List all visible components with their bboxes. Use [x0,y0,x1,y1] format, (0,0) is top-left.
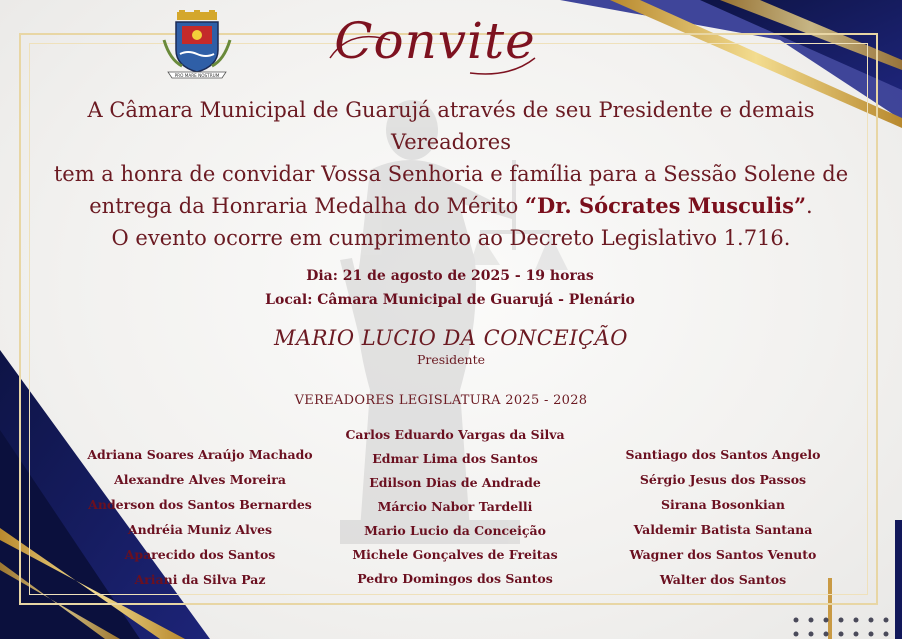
councilor-name: Pedro Domingos dos Santos [357,571,553,586]
event-date: Dia: 21 de agosto de 2025 - 19 horas [306,268,594,284]
president-role: Presidente [416,352,486,367]
councilor-name: Anderson dos Santos Bernardes [88,497,312,512]
legislature-title: VEREADORES LEGISLATURA 2025 - 2028 [294,393,588,408]
councilor-name: Adriana Soares Araújo Machado [87,447,313,462]
invitation-title: Convite [334,12,536,70]
bottom-right-dots [794,618,889,637]
councilor-name: Andréia Muniz Alves [127,522,273,537]
councilor-name: Valdemir Batista Santana [633,522,813,537]
intro-line-4: O evento ocorre em cumprimento ao Decreto Legislativo 1.716. [111,226,791,250]
councilor-name: Mario Lucio da Conceição [364,523,546,538]
president-name: MARIO LUCIO DA CONCEIÇÃO [274,326,628,350]
city-crest-icon [162,10,232,82]
councilor-name: Sérgio Jesus dos Passos [639,472,807,487]
event-details [160,264,740,312]
councilors-column-2 [330,423,580,591]
intro-line-1: A Câmara Municipal de Guarujá através de seu Presidente e demais Vereadores [87,98,815,154]
medal-name: “Dr. Sócrates Musculis” [524,193,807,218]
councilor-name: Edmar Lima dos Santos [372,451,538,466]
councilor-name: Walter dos Santos [659,572,787,587]
crest-motto: PRO MARE NOSTRUM [174,72,220,78]
intro-line-3 [40,190,862,222]
councilor-name: Sirana Bosonkian [661,497,785,512]
councilor-name: Alexandre Alves Moreira [114,472,286,487]
councilor-name: Ariani da Silva Paz [134,572,266,587]
councilor-name: Wagner dos Santos Venuto [629,547,817,562]
intro-paragraph [40,94,862,254]
councilor-name: Aparecido dos Santos [124,547,276,562]
councilors-column-1 [80,442,320,592]
intro-line-3-text: entrega da Honraria Medalha do Mérito [89,194,525,218]
event-location: Local: Câmara Municipal de Guarujá - Plenário [265,292,635,308]
councilor-name: Edilson Dias de Andrade [369,475,541,490]
councilor-name: Santiago dos Santos Angelo [625,447,821,462]
intro-line-3-end: . [806,194,813,218]
intro-line-2: tem a honra de convidar Vossa Senhoria e família para a Sessão Solene de [53,162,849,186]
councilor-name: Michele Gonçalves de Freitas [352,547,558,562]
councilor-name: Carlos Eduardo Vargas da Silva [345,427,565,442]
councilors-column-3 [603,442,843,592]
councilor-name: Márcio Nabor Tardelli [377,499,533,514]
